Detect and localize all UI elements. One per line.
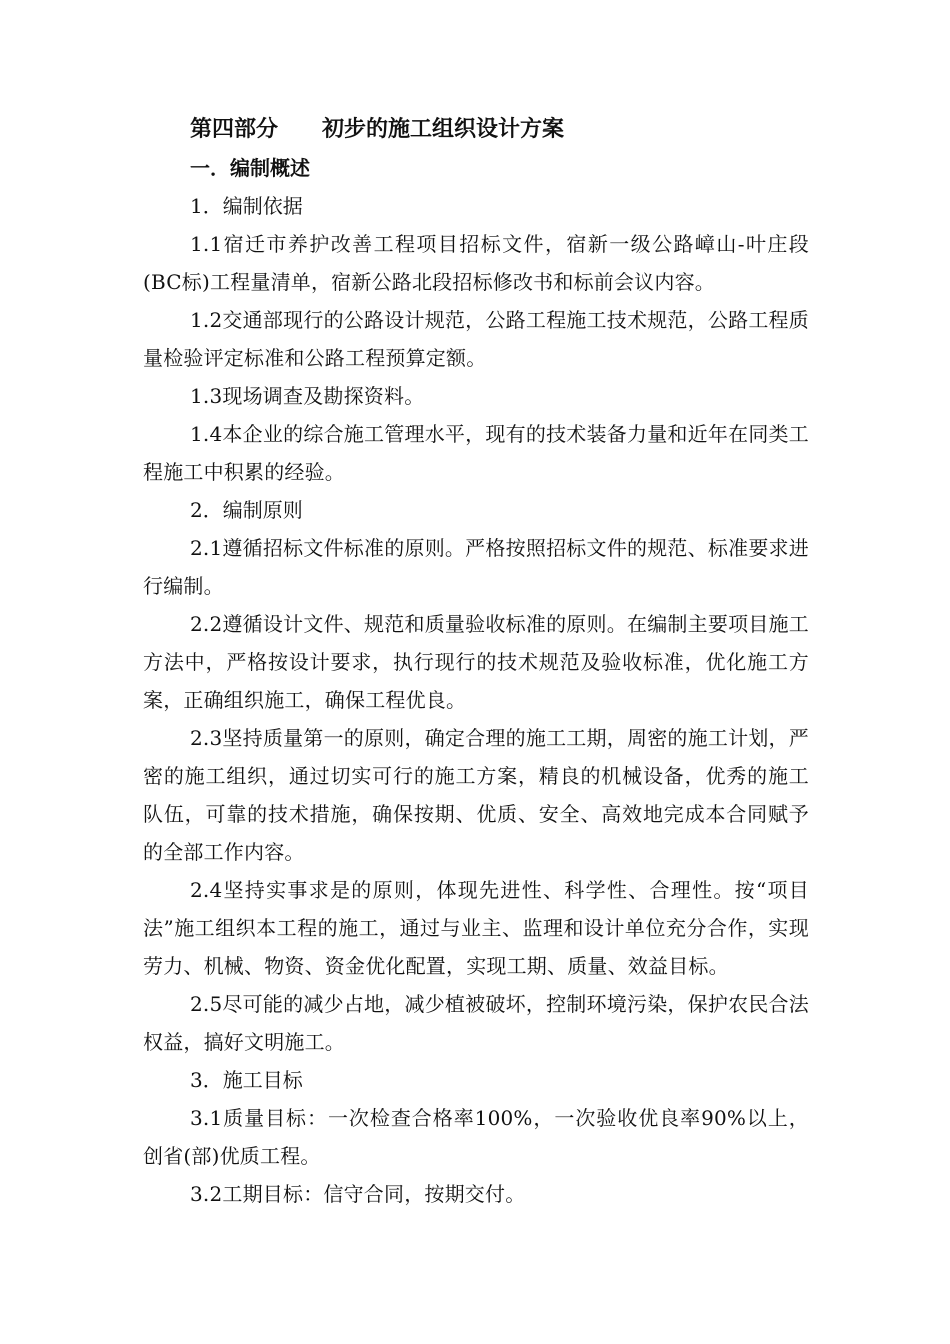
subheading-goals: 3．施工目标 bbox=[190, 1068, 303, 1092]
paragraph-1-3: 1.3现场调查及勘探资料。 bbox=[190, 384, 425, 408]
page-title: 第四部分 初步的施工组织设计方案 bbox=[190, 117, 565, 142]
paragraph-2-3: 2.3坚持质量第一的原则，确定合理的施工工期，周密的施工计划，严密的施工组织，通过切实可行的施工方案，精良的机械设备，优秀的施工队伍，可靠的技术措施，确保按期、优质、安全、高效地完成本合同赋予的全部工作内容。 bbox=[143, 726, 809, 864]
paragraph-1-4: 1.4本企业的综合施工管理水平，现有的技术装备力量和近年在同类工程施工中积累的经验。 bbox=[143, 422, 809, 484]
subheading-principles: 2．编制原则 bbox=[190, 498, 303, 522]
paragraph-2-2: 2.2遵循设计文件、规范和质量验收标准的原则。在编制主要项目施工方法中，严格按设计要求，执行现行的技术规范及验收标准，优化施工方案，正确组织施工，确保工程优良。 bbox=[143, 612, 809, 712]
paragraph-3-2: 3.2工期目标：信守合同，按期交付。 bbox=[190, 1182, 526, 1206]
paragraph-1-2: 1.2交通部现行的公路设计规范，公路工程施工技术规范，公路工程质量检验评定标准和公路工程预算定额。 bbox=[143, 308, 809, 370]
subheading-basis: 1．编制依据 bbox=[190, 194, 303, 218]
section-heading-overview: 一．编制概述 bbox=[190, 156, 310, 180]
paragraph-1-1: 1.1宿迁市养护改善工程项目招标文件，宿新一级公路嶂山-叶庄段(BC标)工程量清单，宿新公路北段招标修改书和标前会议内容。 bbox=[143, 232, 809, 294]
paragraph-2-4: 2.4坚持实事求是的原则，体现先进性、科学性、合理性。按“项目法”施工组织本工程的施工，通过与业主、监理和设计单位充分合作，实现劳力、机械、物资、资金优化配置，实现工期、质量、效益目标。 bbox=[143, 878, 809, 978]
document-body bbox=[143, 111, 809, 1213]
paragraph-2-5: 2.5尽可能的减少占地，减少植被破坏，控制环境污染，保护农民合法权益，搞好文明施工。 bbox=[143, 992, 809, 1054]
paragraph-3-1: 3.1质量目标：一次检查合格率100%，一次验收优良率90%以上，创省(部)优质工程。 bbox=[143, 1106, 809, 1168]
paragraph-2-1: 2.1遵循招标文件标准的原则。严格按照招标文件的规范、标准要求进行编制。 bbox=[143, 536, 809, 598]
